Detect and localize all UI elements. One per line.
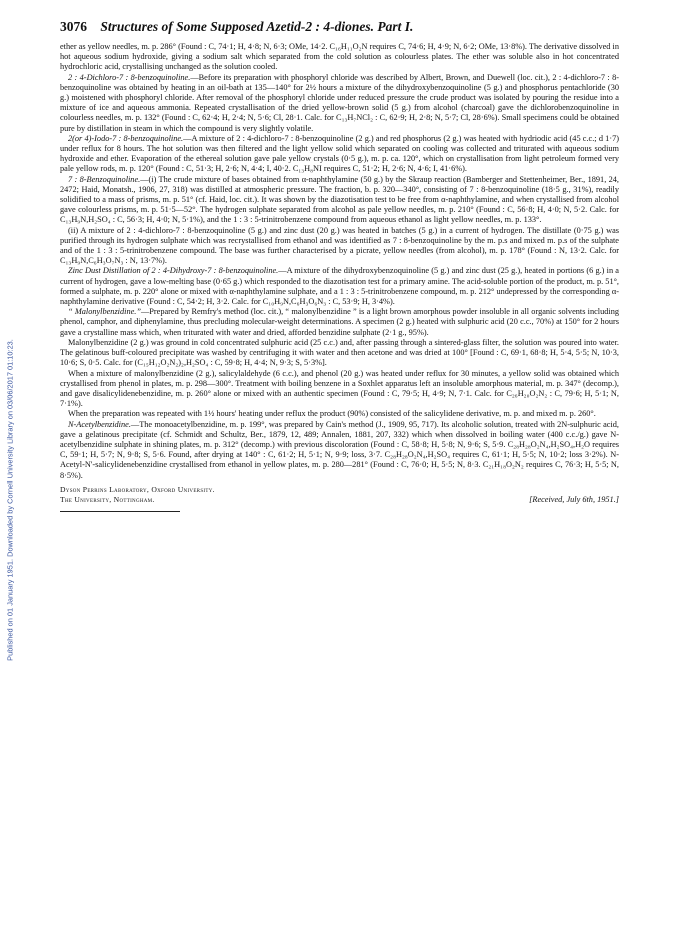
- paragraph-lead: 2 : 4-Dichloro-7 : 8-benzoquinoline.: [68, 72, 191, 82]
- paragraph-lead: 2(or 4)-Iodo-7 : 8-benzoquinoline.: [68, 133, 184, 143]
- paragraph: [60, 73, 619, 134]
- affiliation-line-nottingham: The University, Nottingham.: [60, 494, 155, 504]
- download-sidebar-text: Published on 01 January 1951. Downloaded by Cornell University Library on 03/06/2017 01:10:23.: [5, 339, 15, 661]
- paragraph: [60, 134, 619, 175]
- paragraph-text: When a mixture of malonylbenzidine (2 g.), salicylaldehyde (6 c.c.), and phenol (20 g.) was heated under reflux for 30 minutes, a yellow solid was obtained which crystallised from phenol in plates, m. p. 298—300°. Treatment with boiling benzene in a Soxhlet apparatus left an insoluble amorphous material, m. p. 347° (decomp.), and gave disalicylidenebenzidine, m. p. 260° alone or mixed with an authentic specimen (Found : C, 79·5; H, 4·9; N, 7·1. Calc. for C₂₆H₂₀O₂N₂ : C, 79·6; H, 5·1; N, 7·1%).: [60, 368, 619, 409]
- running-title: Structures of Some Supposed Azetid-2 : 4-diones. Part I.: [100, 19, 414, 34]
- paragraph-text: —Before its preparation with phosphoryl chloride was described by Albert, Brown, and Duewell (loc. cit.), 2 : 4-dichloro-7 : 8-benzoquinoline was obtained by heating in an oil-bath at 135—140° for 2½ hours a mixture of the dihydroxybenzoquinoline (5 g.) and phosphorus pentachloride (30 g.) moistened with phosphoryl chloride. After removal of the phosphoryl chloride under reduced pressure the crude product was isolated by pouring the residue into a mixture of ice and aqueous ammonia. Repeated crystallisation of the dried yellow-brown solid (5 g.) from alcohol (charcoal) gave the dichlorobenzoquinoline in colourless needles, m. p. 132° (Found : C, 62·4; H, 2·4; N, 5·6; Cl, 28·1. Calc. for C₁₃H₇NCl₂ : C, 62·9; H, 2·8; N, 5·7; Cl, 28·6%). Small specimens could be obtained pure by distillation in steam in which the compound is very slightly volatile.: [60, 72, 619, 133]
- paragraph: [60, 175, 619, 226]
- paragraph: [60, 266, 619, 307]
- paragraph-text: When the preparation was repeated with 1½ hours' heating under reflux the product (90%) consisted of the salicylidene derivative, m. p. and mixed m. p. 260°.: [68, 409, 596, 419]
- paragraph-lead: Zinc Dust Distillation of 2 : 4-Dihydroxy-7 : 8-benzoquinoline.: [68, 266, 279, 276]
- paragraph-text: (ii) A mixture of 2 : 4-dichloro-7 : 8-benzoquinoline (5 g.) and zinc dust (20 g.) was heated in batches (5 g.) in a current of hydrogen. The distillate (0·75 g.) was purified through its hydrogen sulphate which was recrystallised from ethanol and was identified as 7 : 8-benzoquinoline by the m. p.s and mixed m. p.s of the sulphate and of the 1 : 3 : 5-trinitrobenzene compound. The base was further characterised by a picrate, yellow needles (from alcohol), m. p. 178° (Found : N, 13·2. Calc. for C₁₃H₉N,C₆H₃O₇N₃ : N, 13·7%).: [60, 225, 619, 266]
- affiliation-line-oxford: Dyson Perrins Laboratory, Oxford University.: [60, 484, 215, 494]
- paragraph-text: —The monoacetylbenzidine, m. p. 199°, was prepared by Cain's method (J., 1909, 95, 717). Its alcoholic solution, treated with 2N-sulphuric acid, gave a gelatinous precipitate (cf. Schmidt and Schultz, Ber., 1879, 12, 489; Annalen, 1881, 207, 332) which when dissolved in boiling water (400 c.c./g.) gave N-acetylbenzidine sulphate in shining plates, m. p. 312° (decomp.) with previous discoloration (Found : C, 58·8; H, 5·8; N, 9·6; S, 5·9. C₂₈H₂₈O₂N₄,H₂SO₄,H₂O requires C, 59·1; H, 5·7; N, 9·8; S, 5·6. Found, after drying at 140° : C, 61·2; H, 5·1; N, 9·9; loss, 3·7. C₂₈H₂₈O₂N₄,H₂SO₄ requires C, 61·1; H, 5·5; N, 10·2; loss 3·2%). N-Acetyl-N'-salicylidenebenzidine crystallised from ethanol in yellow plates, m. p. 280—281° (Found : C, 76·0; H, 5·5; N, 8·3. C₂₁H₁₈O₂N₂ requires C, 76·3; H, 5·5; N, 8·5%).: [60, 419, 619, 480]
- paragraph-text: —A mixture of the dihydroxybenzoquinoline (5 g.) and zinc dust (25 g.), heated in portions (6 g.) in a current of hydrogen, gave a low-melting base (0·65 g.) which responded to the diazotisation test for a primary amine. The acid-soluble portion of the product, m. p. 51°, formed a sulphate, m. p. 220° alone or mixed with α-naphthylamine sulphate, and a 1 : 3 : 5-trinitrobenzene compound, m. p. 212° undepressed by the corresponding α-naphthylamine derivative (Found : C, 54·2; H, 3·2. Calc. for C₁₀H₉N,C₆H₃O₆N₃ : C, 53·9; H, 3·4%).: [60, 266, 619, 307]
- page-header: [60, 19, 620, 37]
- article-body: [60, 42, 619, 512]
- paragraph: [60, 226, 619, 267]
- paragraph: [60, 409, 619, 419]
- paragraph-text: ether as yellow needles, m. p. 286° (Found : C, 74·1; H, 4·8; N, 6·3; OMe, 14·2. C₁₆H₁₁O₂N requires C, 74·6; H, 4·9; N, 6·2; OMe, 13·8%). The derivative dissolved in hot aqueous sodium hydroxide, giving a sodium salt which separated from the cold solution as colourless plates. The ether was soluble also in hot concentrated hydrochloric acid, crystallising unchanged as the solution cooled.: [60, 42, 619, 72]
- paragraph-lead: “ Malonylbenzidine.”: [68, 307, 141, 317]
- paragraph: [60, 42, 619, 73]
- paragraph-lead: N-Acetylbenzidine.: [68, 419, 131, 429]
- paragraph-text: Malonylbenzidine (2 g.) was ground in cold concentrated sulphuric acid (25 c.c.) and, after passing through a sintered-glass filter, the solution was poured into water. The gelatinous buff-coloured precipitate was washed by centrifuging it with water and then acetone and was dried at 100° [Found : C, 69·1, 68·8; H, 5·4, 5·5; N, 10·3, 10·6; S, 0·5. Calc. for (C₁₅H₁₂O₂N₂)₂,H₂SO₄ : C, 59·8; H, 4·4; N, 9·3; S, 5·3%].: [60, 337, 619, 368]
- paragraph: [60, 420, 619, 481]
- paragraph: [60, 338, 619, 369]
- paragraph-text: —Prepared by Remfry's method (loc. cit.), “ malonylbenzidine ” is a light brown amorphous powder insoluble in all organic solvents including phenol, camphor, and diphenylamine, thus precluding molecular-weight determinations. A specimen (2 g.) heated with sulphuric acid (20 c.c., 70%) at 150° for 2 hours gave a crystalline mass which, when triturated with water and dried, afforded benzidine sulphate (2·1 g., 95%).: [60, 307, 619, 337]
- paragraph: [60, 369, 619, 410]
- paragraph: [60, 307, 619, 338]
- paragraph-lead: 7 : 8-Benzoquinoline.: [68, 174, 141, 184]
- received-date: [Received, July 6th, 1951.]: [529, 494, 619, 504]
- affiliation-block: [60, 485, 619, 505]
- paragraph-text: —A mixture of 2 : 4-dichloro-7 : 8-benzoquinoline (2 g.) and red phosphorus (2 g.) was heated with hydriodic acid (45 c.c.; d 1·7) under reflux for 8 hours. The hot solution was then filtered and the light yellow solid which separated on cooling was collected and triturated with aqueous sodium hydroxide and ether. Evaporation of the ethereal solution gave pale yellow crystals (0·5 g.), m. p. ca. 120°, which on crystallisation from light petroleum formed very pale yellow rods, m. p. 120° (Found : C, 51·3; H, 2·6; N, 4·4; I, 40·2. C₁₃H₈NI requires C, 51·2; H, 2·6; N, 4·6; I, 41·6%).: [60, 133, 619, 174]
- page-number: 3076: [60, 19, 87, 34]
- end-rule: [60, 511, 180, 512]
- download-sidebar-note: [4, 120, 16, 880]
- paragraph-text: —(i) The crude mixture of bases obtained from α-naphthylamine (50 g.) by the Skraup reaction (Bamberger and Stettenheimer, Ber., 1891, 24, 2472; Haid, Monatsh., 1906, 27, 318) was distilled at atmospheric pressure. The fraction, b. p. 320—340°, consisting of 7 : 8-benzoquinoline (18·5 g., 31%), readily solidified to a mass of prisms, m. p. 51° (cf. Haid, loc. cit.). It was shown by the diazotisation test to be free from α-naphthylamine, and when crystallised from alcohol gave colourless prisms, m. p. 51·5—52°. The hydrogen sulphate separated from alcohol as pale yellow needles, m. p. 210° (Found : C, 56·8; H, 4·0; N, 5·2. Calc. for C₁₃H₉N,H₂SO₄ : C, 56·3; H, 4·0; N, 5·1%), and the 1 : 3 : 5-trinitrobenzene compound from aqueous ethanol as light yellow needles, m. p. 133°.: [60, 174, 619, 225]
